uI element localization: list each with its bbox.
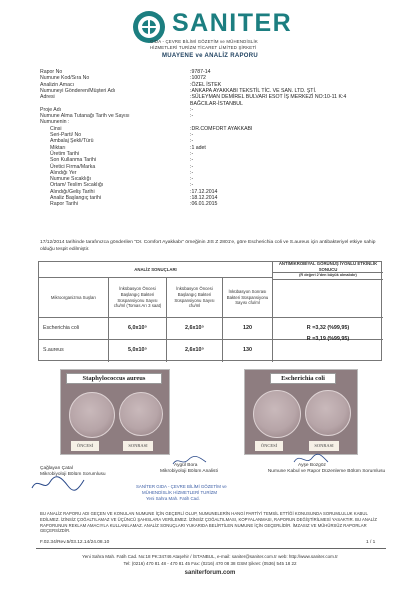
field-value: :ÖZEL İSTEK bbox=[190, 81, 222, 88]
field-value: :06.01.2015 bbox=[190, 201, 218, 208]
row2-post: 130 bbox=[223, 340, 273, 362]
field-value: :DR.COMFORT AYAKKABI bbox=[190, 125, 253, 132]
photo-title-escherichia: Escherichia coli bbox=[270, 373, 336, 384]
field-value: :17.12.2014 bbox=[190, 188, 218, 195]
footer-divider bbox=[36, 548, 386, 549]
field-value: :9787-14 bbox=[190, 69, 211, 75]
legal-notice: BU ANALİZ RAPORU ADI GEÇEN VE KONULAN NUMUNE İÇİN GEÇERLİ OLUP, NUMUNELERİN HANGİ PARTİYİ TEMSİL ETTİĞİ KONUSUNDA SORUMLULUK KABUL EDİLMEZ. İZİNSİZ ÇOĞALTILAMAZ VE ÜÇÜNCÜ ŞAHISLARA VERİLEMEZ. İZİNSİZ ÇOĞALTILMASI, KOPYALANMASI, RAPORUN DEĞİŞTİRİLMESİ YASAKTIR. BU ANALİZ RAPORUNUN REKLAM AMACIYLA KULLANILAMAZ. ANALİZ SONUÇLARI YUKARIDA BELİRTİLEN NUMUNE İÇİN GEÇERLİDİR. İMZASIZ VE MÜHÜRSÜZ RAPORLAR GEÇERSİZDİR. bbox=[40, 511, 377, 534]
signature-role-1: Mikrobiyoloji Bölüm Sorumlusu bbox=[40, 472, 106, 477]
handwritten-signature-3 bbox=[290, 452, 330, 466]
signature-role-3: Numune Kabul ve Rapor Düzenleme Bölüm Sorumlusu bbox=[267, 469, 386, 474]
field-value: :- bbox=[190, 106, 194, 113]
row2-start: 2,6x10⁵ bbox=[167, 340, 223, 362]
field-label: Alındığı Yer bbox=[50, 169, 77, 176]
field-value: :- bbox=[190, 150, 194, 157]
petri-dish-after bbox=[119, 392, 163, 436]
footer-address-line-1: Yeni Sahra Mah. Fatih Cad. No:18 PK:34746 Ataşehir / İSTANBUL, e-mail: saniter@saniter.com.tr web: http://www.saniter.com.tr bbox=[82, 554, 338, 559]
handwritten-signature-2 bbox=[170, 454, 210, 468]
stamp-line-1: SANİTER GIDA - ÇEVRE BİLİMİ GÖZETİM ve bbox=[136, 484, 227, 489]
petri-dish-after bbox=[305, 390, 351, 436]
dish-tag-after: SONRASI bbox=[123, 441, 153, 451]
field-label: Numune Kod/Sıra No bbox=[40, 75, 90, 82]
activity-subtitle: (R değeri 2'den büyük olmalıdır) bbox=[273, 273, 383, 280]
field-label: Ambalaj Şekli/Türü bbox=[50, 138, 94, 145]
intro-text: 17/12/2014 tarihinde tarafınızca gönderilen "Dr. Comfort Ayakkabı" örneğinin JIS Z 2801'e, göre Escherichia coli ve S.aureus için antibakteriyel etkiye sahip olduğu tespit edilmiştir. bbox=[40, 240, 376, 252]
signature-role-2: Mikrobiyoloji Bölüm Analisti bbox=[160, 469, 218, 474]
petri-dish-before bbox=[69, 392, 115, 438]
activity-title: ANTİMİKROBİYAL GÖRÜNÜŞ İYONLU ETKİNLİK SONUCU bbox=[273, 262, 383, 273]
field-label: Rapor No bbox=[40, 69, 63, 75]
field-value: :- bbox=[190, 113, 194, 120]
field-label: Ortam/ Teslim Sıcaklığı bbox=[50, 182, 104, 189]
stamp-line-2: MÜHENDİSLİK HİZMETLERİ TURİZM bbox=[142, 490, 218, 495]
results-section-title: ANALİZ SONUÇLARI bbox=[39, 262, 273, 278]
field-label: Proje Adı bbox=[40, 106, 62, 113]
field-value: :- bbox=[190, 157, 194, 164]
row2-r-value: R =3,19 (%99,95) bbox=[306, 336, 350, 343]
stamp-line-3: Yeni Sahra Mah. Fatih Cad. bbox=[146, 496, 200, 501]
footer-address bbox=[20, 554, 400, 567]
field-label: Adresi bbox=[40, 94, 55, 101]
field-label: Numuneyi Gönderen/Müşteri Adı bbox=[40, 87, 116, 94]
row1-start: 2,6x10⁵ bbox=[167, 318, 223, 340]
col-header-organism: Mikroorganizma Suşları bbox=[39, 278, 109, 318]
row2-organism: S.aureus bbox=[39, 340, 109, 362]
field-value: :- bbox=[190, 163, 194, 170]
col-header-post: İnkübasyon Sonrası Bakteri Süspansiyonu Sayısı cfu/ml bbox=[223, 278, 273, 318]
petri-dish-before bbox=[253, 390, 301, 438]
field-value: :- bbox=[190, 176, 194, 183]
field-label: Rapor Tarihi bbox=[50, 201, 78, 208]
field-label: Analizin Amacı bbox=[40, 81, 75, 88]
field-value: :SÜLEYMAN DEMİREL BULVARI ESOT İŞ MERKEZİ NO:10-11 K:4 bbox=[190, 94, 347, 101]
brand-name: SANITER bbox=[172, 9, 293, 37]
field-value: :10072 bbox=[190, 75, 206, 82]
field-value: :18.12.2014 bbox=[190, 195, 218, 201]
col-header-r bbox=[273, 280, 383, 318]
page-number: 1 / 1 bbox=[366, 540, 376, 545]
field-label: Analiz Başlangıç tarihi bbox=[50, 195, 102, 201]
col-header-pre: İnkübasyon Öncesi Başlangıç Bakteri Süspansiyonu Sayısı cfu/ml (Tomas Arı 3 saat) bbox=[109, 278, 167, 318]
field-value: BAĞCILAR-İSTANBUL bbox=[190, 100, 243, 107]
field-label: Numunenin : bbox=[40, 119, 70, 126]
row1-pre: 6,0x10⁵ bbox=[109, 318, 167, 340]
field-label: Son Kullanma Tarihi bbox=[50, 157, 97, 164]
field-value: :ANKAPA AYAKKABI TEKSTİL TİC. VE SAN. LTD. ŞTİ. bbox=[190, 87, 317, 94]
signature-name-3: Ayşe Bozgöz bbox=[298, 463, 326, 468]
dish-tag-after: SONRASI bbox=[309, 441, 339, 451]
field-label: Üretim Tarihi bbox=[50, 150, 80, 157]
row1-post: 120 bbox=[223, 318, 273, 340]
footer-address-line-2: Tel: (0216) 470 81 48 - 470 81 45 Fax: (0216) 470 08 38 GSM Şikret: (0536) 545 18 22 bbox=[123, 560, 297, 566]
field-label: Üretici Firma/Marka bbox=[50, 163, 96, 170]
row2-pre: 5,0x10⁵ bbox=[109, 340, 167, 362]
field-label: Miktarı bbox=[50, 144, 66, 151]
field-label: Numune Sıcaklığı bbox=[50, 176, 91, 183]
field-value: :1 adet bbox=[190, 144, 206, 151]
field-value: :- bbox=[190, 182, 194, 189]
field-value: :- bbox=[190, 138, 194, 145]
field-value: :- bbox=[190, 169, 194, 176]
row1-organism: Escherichia coli bbox=[39, 318, 109, 340]
brand-subtitle-2: HİZMETLERİ TURİZM TİCARET LİMİTED ŞİRKETİ bbox=[150, 45, 257, 50]
signature-name-2: Aygül Bora bbox=[174, 463, 198, 468]
signature-name-1: Çağlayan Çatal bbox=[40, 466, 73, 471]
row1-r-value: R =3,32 (%99,95) bbox=[273, 318, 383, 340]
document-title: MUAYENE ve ANALİZ RAPORU bbox=[161, 53, 259, 59]
field-label: Numune Alma Tutanağı Tarih ve Sayısı bbox=[40, 113, 130, 120]
field-label: Alındığı/Geliş Tarihi bbox=[50, 188, 95, 195]
col-header-start: İnkübasyon Öncesi Başlangıç Bakteri Süspansiyonu Sayısı cfu/ml bbox=[167, 278, 223, 318]
dish-tag-before: ÖNCESİ bbox=[255, 441, 283, 451]
brand-subtitle-1: GIDA - ÇEVRE BİLİMİ GÖZETİM ve MÜHENDİSLİK bbox=[150, 39, 258, 44]
form-code: F.02.34/Rev.5/03.12.14/24.08.10 bbox=[40, 540, 110, 545]
photo-title-staphylococcus: Staphylococcus aureus bbox=[66, 373, 162, 384]
field-label: Seri-Parti/ No bbox=[50, 132, 82, 138]
dish-tag-before: ÖNCESİ bbox=[71, 441, 99, 451]
field-label: Cinsi bbox=[50, 125, 62, 132]
handwritten-signature-1 bbox=[28, 474, 88, 494]
results-table bbox=[38, 261, 382, 361]
field-value: :- bbox=[190, 132, 194, 138]
footer-website[interactable]: saniterforum.com bbox=[184, 570, 236, 576]
